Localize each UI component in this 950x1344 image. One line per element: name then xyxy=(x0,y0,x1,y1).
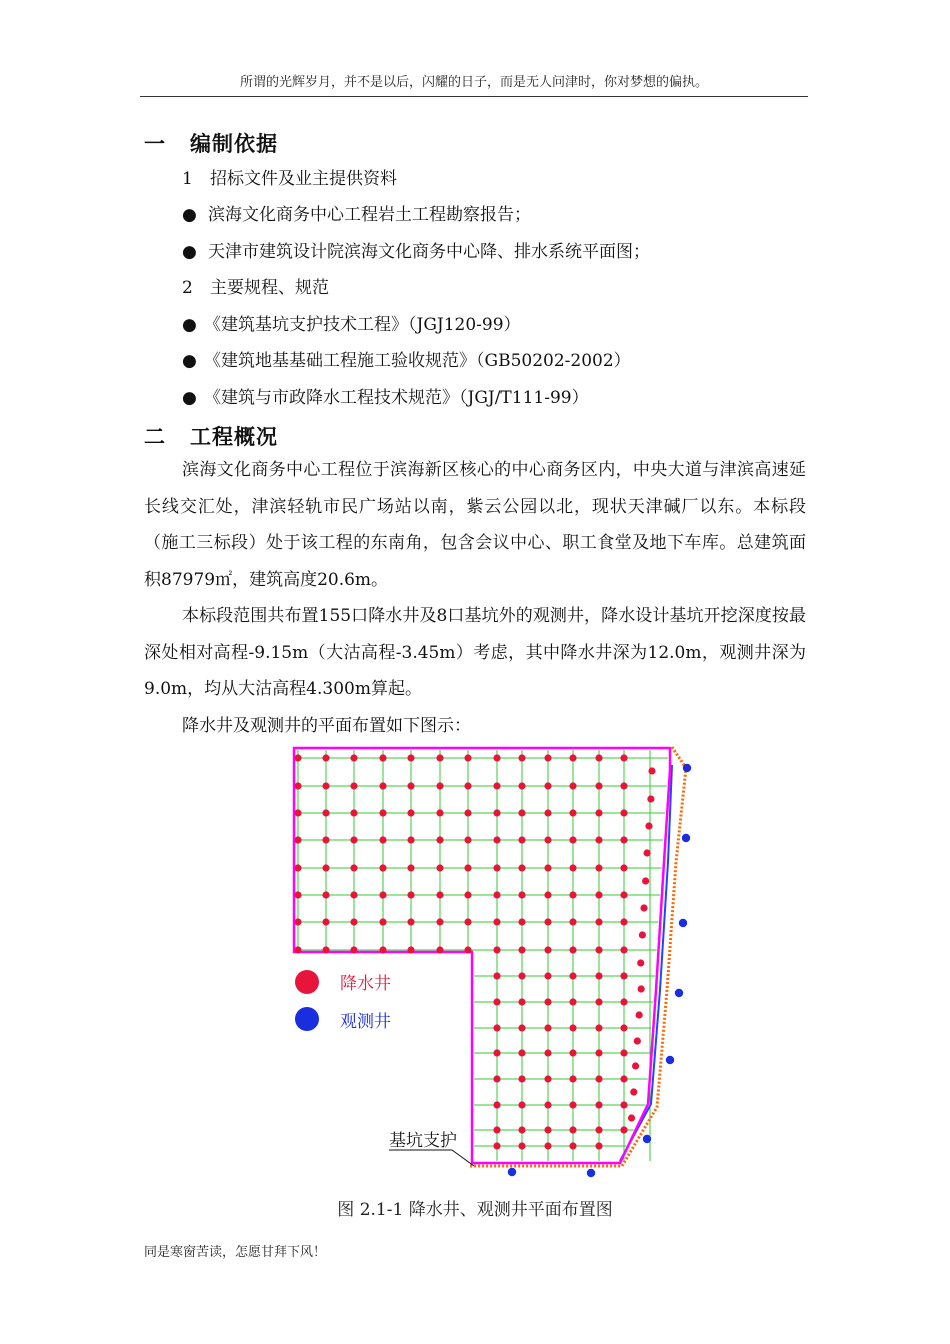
dewatering-well xyxy=(350,809,357,816)
dewatering-well xyxy=(544,836,551,843)
dewatering-well xyxy=(464,754,471,761)
dewatering-well xyxy=(595,918,602,925)
paragraph: 滨海文化商务中心工程位于滨海新区核心的中心商务区内，中央大道与津滨高速延长线交汇处，津滨轻轨市民广场站以南，紫云公园以北，现状天津碱厂以东。本标段（施工三标段）处于该工程的东南角，包含会议中心、职工食堂及地下车库。总建筑面积87979㎡，建筑高度20.6m。 xyxy=(144,460,806,590)
dewatering-well xyxy=(493,1142,500,1149)
dewatering-well xyxy=(544,754,551,761)
dewatering-well xyxy=(294,864,301,871)
dewatering-well xyxy=(379,891,386,898)
dewatering-well xyxy=(595,1101,602,1108)
dewatering-well xyxy=(634,1037,641,1044)
list-text: 招标文件及业主提供资料 xyxy=(210,169,397,189)
legend-dewatering-label: 降水井 xyxy=(340,974,391,994)
paragraph: 降水井及观测井的平面布置如下图示： xyxy=(182,716,471,736)
dewatering-well xyxy=(620,1126,627,1133)
dewatering-well xyxy=(464,946,471,953)
dewatering-well xyxy=(544,998,551,1005)
observation-well xyxy=(587,1169,595,1177)
observation-well xyxy=(679,919,687,927)
dewatering-well xyxy=(322,754,329,761)
dewatering-well xyxy=(595,998,602,1005)
dewatering-well xyxy=(493,836,500,843)
dewatering-well xyxy=(518,864,525,871)
retaining-wall-outline xyxy=(470,747,686,1166)
dewatering-well xyxy=(620,891,627,898)
dewatering-well xyxy=(379,946,386,953)
bullet-icon: ● xyxy=(182,205,197,225)
dewatering-well xyxy=(595,754,602,761)
dewatering-well xyxy=(640,904,647,911)
dewatering-well xyxy=(518,1024,525,1031)
dewatering-well xyxy=(436,809,443,816)
dewatering-well xyxy=(518,1101,525,1108)
dewatering-well xyxy=(464,836,471,843)
dewatering-well xyxy=(544,972,551,979)
dewatering-well xyxy=(294,836,301,843)
dewatering-well xyxy=(493,1101,500,1108)
dewatering-well xyxy=(630,1088,637,1095)
dewatering-well xyxy=(544,864,551,871)
dewatering-well xyxy=(518,972,525,979)
page-footer: 同是寒窗苦读，怎愿甘拜下风！ xyxy=(144,1245,327,1260)
dewatering-well xyxy=(639,931,646,938)
list-text: 《建筑与市政降水工程技术规范》（JGJ/T111-99） xyxy=(204,388,589,408)
list-text: 滨海文化商务中心工程岩土工程勘察报告； xyxy=(208,205,531,225)
dewatering-well xyxy=(620,1024,627,1031)
dewatering-well xyxy=(620,918,627,925)
dewatering-well xyxy=(569,836,576,843)
dewatering-well xyxy=(518,1075,525,1082)
dewatering-well xyxy=(518,809,525,816)
list-number: 2 xyxy=(182,278,193,298)
list-text: 《建筑地基基础工程施工验收规范》（GB50202-2002） xyxy=(204,351,631,371)
retaining-annotation: 基坑支护 xyxy=(389,1131,457,1151)
dewatering-well xyxy=(569,1126,576,1133)
bullet-icon: ● xyxy=(182,351,197,371)
dewatering-well xyxy=(436,836,443,843)
dewatering-well xyxy=(518,918,525,925)
dewatering-well xyxy=(464,891,471,898)
dewatering-well xyxy=(493,864,500,871)
dewatering-well xyxy=(493,754,500,761)
dewatering-well xyxy=(544,809,551,816)
dewatering-well xyxy=(628,1114,635,1121)
dewatering-well xyxy=(493,972,500,979)
dewatering-well xyxy=(493,1024,500,1031)
dewatering-well xyxy=(544,946,551,953)
dewatering-well xyxy=(436,946,443,953)
dewatering-well xyxy=(620,998,627,1005)
dewatering-well xyxy=(544,918,551,925)
dewatering-well xyxy=(647,795,654,802)
dewatering-well xyxy=(544,1142,551,1149)
dewatering-well xyxy=(648,767,655,774)
dewatering-well xyxy=(493,1126,500,1133)
dewatering-well xyxy=(620,782,627,789)
dewatering-well xyxy=(322,836,329,843)
dewatering-well xyxy=(638,985,645,992)
dewatering-well xyxy=(632,1062,639,1069)
dewatering-well xyxy=(350,836,357,843)
dewatering-well xyxy=(620,1075,627,1082)
dewatering-well xyxy=(322,918,329,925)
legend-observation-label: 观测井 xyxy=(340,1012,391,1032)
dewatering-well xyxy=(493,782,500,789)
dewatering-well xyxy=(436,754,443,761)
dewatering-well xyxy=(350,782,357,789)
dewatering-well xyxy=(569,1142,576,1149)
dewatering-well xyxy=(569,1024,576,1031)
section-1-title: 编制依据 xyxy=(190,132,278,156)
legend-dewatering-well-icon xyxy=(295,970,319,994)
dewatering-well xyxy=(569,998,576,1005)
dewatering-well xyxy=(569,918,576,925)
dewatering-well xyxy=(642,877,649,884)
dewatering-well xyxy=(518,1142,525,1149)
dewatering-well xyxy=(544,782,551,789)
dewatering-well xyxy=(379,782,386,789)
dewatering-well xyxy=(350,946,357,953)
dewatering-well xyxy=(436,782,443,789)
dewatering-well xyxy=(294,782,301,789)
dewatering-well xyxy=(595,1075,602,1082)
dewatering-well xyxy=(569,946,576,953)
dewatering-well xyxy=(436,891,443,898)
dewatering-well xyxy=(518,946,525,953)
dewatering-well xyxy=(493,1075,500,1082)
dewatering-well xyxy=(644,849,651,856)
figure-caption: 图 2.1-1 降水井、观测井平面布置图 xyxy=(337,1200,613,1220)
dewatering-well xyxy=(645,822,652,829)
paragraph: 本标段范围共布置155口降水井及8口基坑外的观测井，降水设计基坑开挖深度按最深处相对高程-9.15m（大沽高程-3.45m）考虑，其中降水井深为12.0m，观测井深为9.0m，均从大沽高程4.300m算起。 xyxy=(144,606,806,699)
dewatering-well xyxy=(595,891,602,898)
dewatering-well xyxy=(379,836,386,843)
dewatering-well xyxy=(493,946,500,953)
observation-well xyxy=(675,989,683,997)
bullet-icon: ● xyxy=(182,388,197,408)
dewatering-well xyxy=(518,998,525,1005)
dewatering-well xyxy=(595,1142,602,1149)
dewatering-well xyxy=(407,946,414,953)
dewatering-well xyxy=(322,782,329,789)
dewatering-well xyxy=(379,754,386,761)
dewatering-well xyxy=(569,864,576,871)
dewatering-well xyxy=(544,1101,551,1108)
section-2-number: 二 xyxy=(144,425,166,449)
dewatering-well xyxy=(493,809,500,816)
dewatering-well xyxy=(464,782,471,789)
dewatering-well xyxy=(544,891,551,898)
dewatering-well xyxy=(436,918,443,925)
dewatering-well xyxy=(518,1049,525,1056)
observation-well xyxy=(643,1135,651,1143)
dewatering-well xyxy=(595,809,602,816)
dewatering-well xyxy=(569,1049,576,1056)
list-number: 1 xyxy=(182,169,193,189)
dewatering-well xyxy=(294,754,301,761)
list-text: 天津市建筑设计院滨海文化商务中心降、排水系统平面图； xyxy=(208,242,650,262)
dewatering-well xyxy=(569,782,576,789)
dewatering-well xyxy=(322,864,329,871)
section-2-title: 工程概况 xyxy=(190,425,278,449)
annotation-leader-line xyxy=(389,1150,474,1166)
excavation-boundary xyxy=(294,748,670,1163)
dewatering-well xyxy=(407,864,414,871)
dewatering-well xyxy=(294,809,301,816)
list-text: 《建筑基坑支护技术工程》（JGJ120-99） xyxy=(204,315,521,335)
observation-well xyxy=(666,1056,674,1064)
dewatering-well xyxy=(544,1126,551,1133)
dewatering-well xyxy=(322,946,329,953)
dewatering-well xyxy=(322,809,329,816)
dewatering-well xyxy=(620,1101,627,1108)
dewatering-well xyxy=(637,959,644,966)
dewatering-well xyxy=(595,782,602,789)
dewatering-well xyxy=(620,754,627,761)
dewatering-well xyxy=(379,809,386,816)
dewatering-well xyxy=(493,891,500,898)
dewatering-well xyxy=(464,864,471,871)
dewatering-well xyxy=(620,946,627,953)
dewatering-well xyxy=(620,836,627,843)
dewatering-well xyxy=(322,891,329,898)
dewatering-well xyxy=(493,1049,500,1056)
dewatering-well xyxy=(569,1101,576,1108)
page-header: 所谓的光辉岁月，并不是以后，闪耀的日子，而是无人问津时，你对梦想的偏执。 xyxy=(140,70,808,97)
bullet-icon: ● xyxy=(182,315,197,335)
observation-well xyxy=(682,834,690,842)
dewatering-well xyxy=(595,972,602,979)
dewatering-well xyxy=(518,891,525,898)
dewatering-well xyxy=(595,1126,602,1133)
dewatering-well xyxy=(294,891,301,898)
bullet-icon: ● xyxy=(182,242,197,262)
dewatering-well xyxy=(350,864,357,871)
dewatering-well xyxy=(544,1049,551,1056)
dewatering-well xyxy=(595,836,602,843)
dewatering-well xyxy=(407,782,414,789)
dewatering-well xyxy=(350,891,357,898)
dewatering-well xyxy=(407,918,414,925)
observation-well xyxy=(508,1168,516,1176)
dewatering-well xyxy=(350,754,357,761)
dewatering-well xyxy=(595,1049,602,1056)
dewatering-well xyxy=(407,836,414,843)
dewatering-well xyxy=(350,918,357,925)
dewatering-well xyxy=(518,782,525,789)
dewatering-well xyxy=(569,1075,576,1082)
dewatering-well xyxy=(436,864,443,871)
dewatering-well xyxy=(379,864,386,871)
observation-well xyxy=(683,764,691,772)
dewatering-well xyxy=(595,1024,602,1031)
list-text: 主要规程、规范 xyxy=(210,278,329,298)
dewatering-well xyxy=(294,918,301,925)
dewatering-well xyxy=(620,972,627,979)
section-1-number: 一 xyxy=(144,132,166,156)
dewatering-well xyxy=(544,1024,551,1031)
dewatering-well xyxy=(407,754,414,761)
dewatering-well xyxy=(620,809,627,816)
dewatering-well xyxy=(595,864,602,871)
dewatering-well xyxy=(407,891,414,898)
dewatering-well xyxy=(569,891,576,898)
dewatering-well xyxy=(569,972,576,979)
dewatering-well xyxy=(518,754,525,761)
dewatering-well xyxy=(620,1049,627,1056)
dewatering-well xyxy=(569,809,576,816)
dewatering-well xyxy=(493,918,500,925)
legend-observation-well-icon xyxy=(295,1007,319,1031)
dewatering-well xyxy=(464,809,471,816)
dewatering-well xyxy=(636,1011,643,1018)
dewatering-well xyxy=(595,946,602,953)
dewatering-well xyxy=(620,864,627,871)
dewatering-well xyxy=(407,809,414,816)
dewatering-well xyxy=(518,1126,525,1133)
dewatering-well xyxy=(379,918,386,925)
dewatering-well xyxy=(569,754,576,761)
dewatering-well xyxy=(294,946,301,953)
dewatering-well xyxy=(544,1075,551,1082)
dewatering-well xyxy=(464,918,471,925)
dewatering-well xyxy=(493,998,500,1005)
dewatering-well xyxy=(518,836,525,843)
